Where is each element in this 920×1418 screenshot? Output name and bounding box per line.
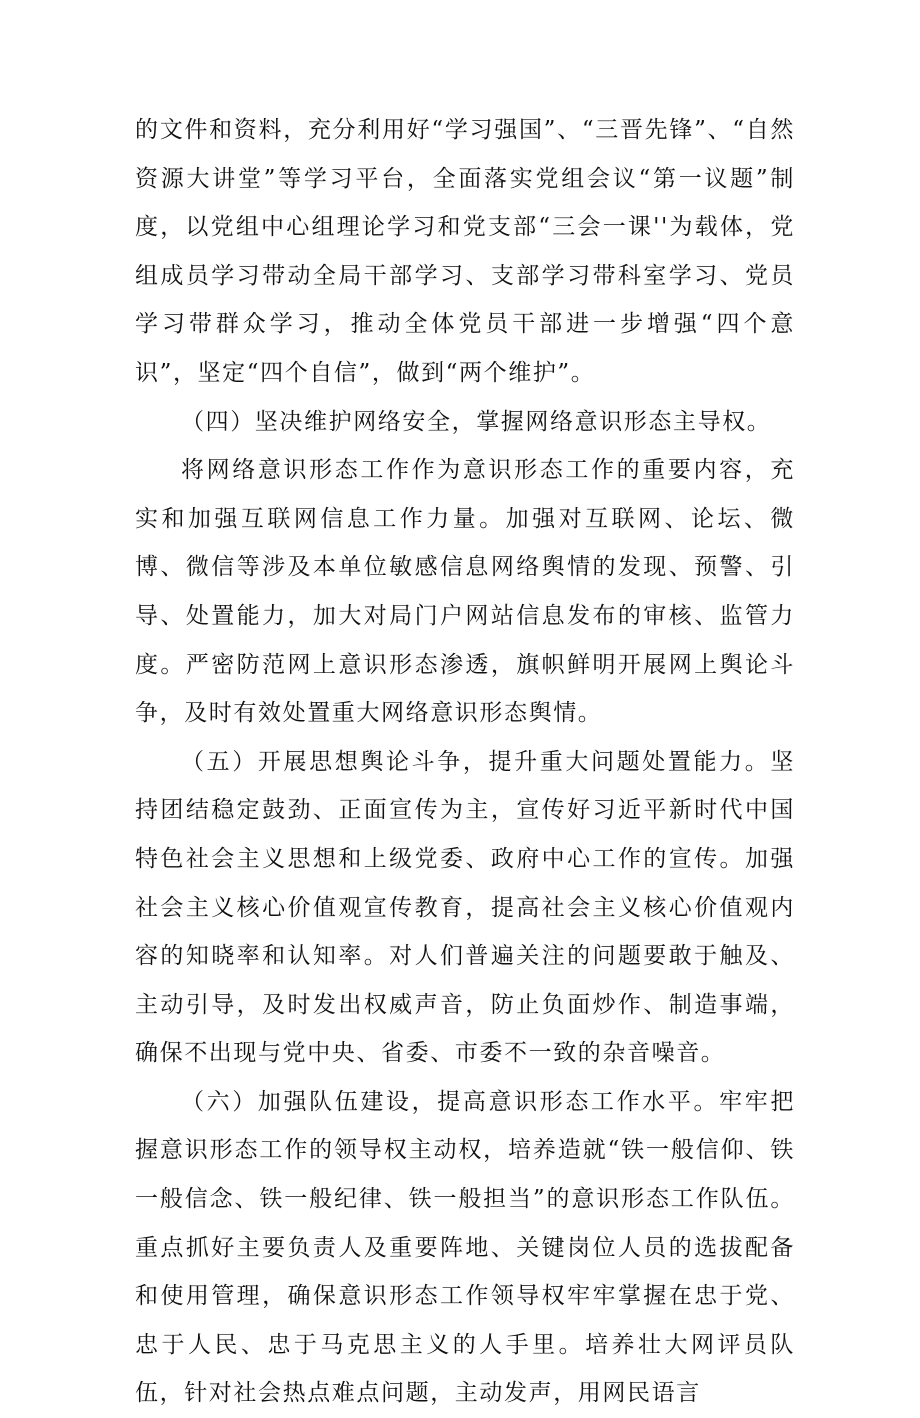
paragraph-section-5: （五）开展思想舆论斗争，提升重大问题处置能力。坚持团结稳定鼓劲、正面宣传为主，宣传好习近平新时代中国特色社会主义思想和上级党委、政府中心工作的宣传。加强社会主义核心价值观宣传教育，提高社会主义核心价值观内容的知晓率和认知率。对人们普遍关注的问题要敢于触及、主动引导，及时发出权威声音，防止负面炒作、制造事端，确保不出现与党中央、省委、市委不一致的杂音噪音。 bbox=[135, 748, 795, 1067]
paragraph-continued-study: 的文件和资料，充分利用好“学习强国”、“三晋先锋”、“自然资源大讲堂”等学习平台，全面落实党组会议“第一议题”制度，以党组中心组理论学习和党支部“三会一课''为载体，党组成员学习带动全局干部学习、支部学习带科室学习、党员学习带群众学习，推动全体党员干部进一步增强“四个意识”，坚定“四个自信”，做到“两个维护”。 bbox=[135, 117, 795, 386]
paragraph-network-work: 将网络意识形态工作作为意识形态工作的重要内容，充实和加强互联网信息工作力量。加强对互联网、论坛、微博、微信等涉及本单位敏感信息网络舆情的发现、预警、引导、处置能力，加大对局门户网站信息发布的审核、监管力度。严密防范网上意识形态渗透，旗帜鲜明开展网上舆论斗争，及时有效处置重大网络意识形态舆情。 bbox=[135, 457, 795, 727]
document-body bbox=[135, 106, 795, 1418]
paragraph-section-6: （六）加强队伍建设，提高意识形态工作水平。牢牢把握意识形态工作的领导权主动权，培养造就“铁一般信仰、铁一般信念、铁一般纪律、铁一般担当”的意识形态工作队伍。重点抓好主要负责人及重要阵地、关键岗位人员的选拔配备和使用管理，确保意识形态工作领导权牢牢掌握在忠于党、忠于人民、忠于马克思主义的人手里。培养壮大网评员队伍，针对社会热点难点问题，主动发声，用网民语言 bbox=[135, 1088, 795, 1407]
section-heading-4: （四）坚决维护网络安全，掌握网络意识形态主导权。 bbox=[181, 408, 772, 435]
